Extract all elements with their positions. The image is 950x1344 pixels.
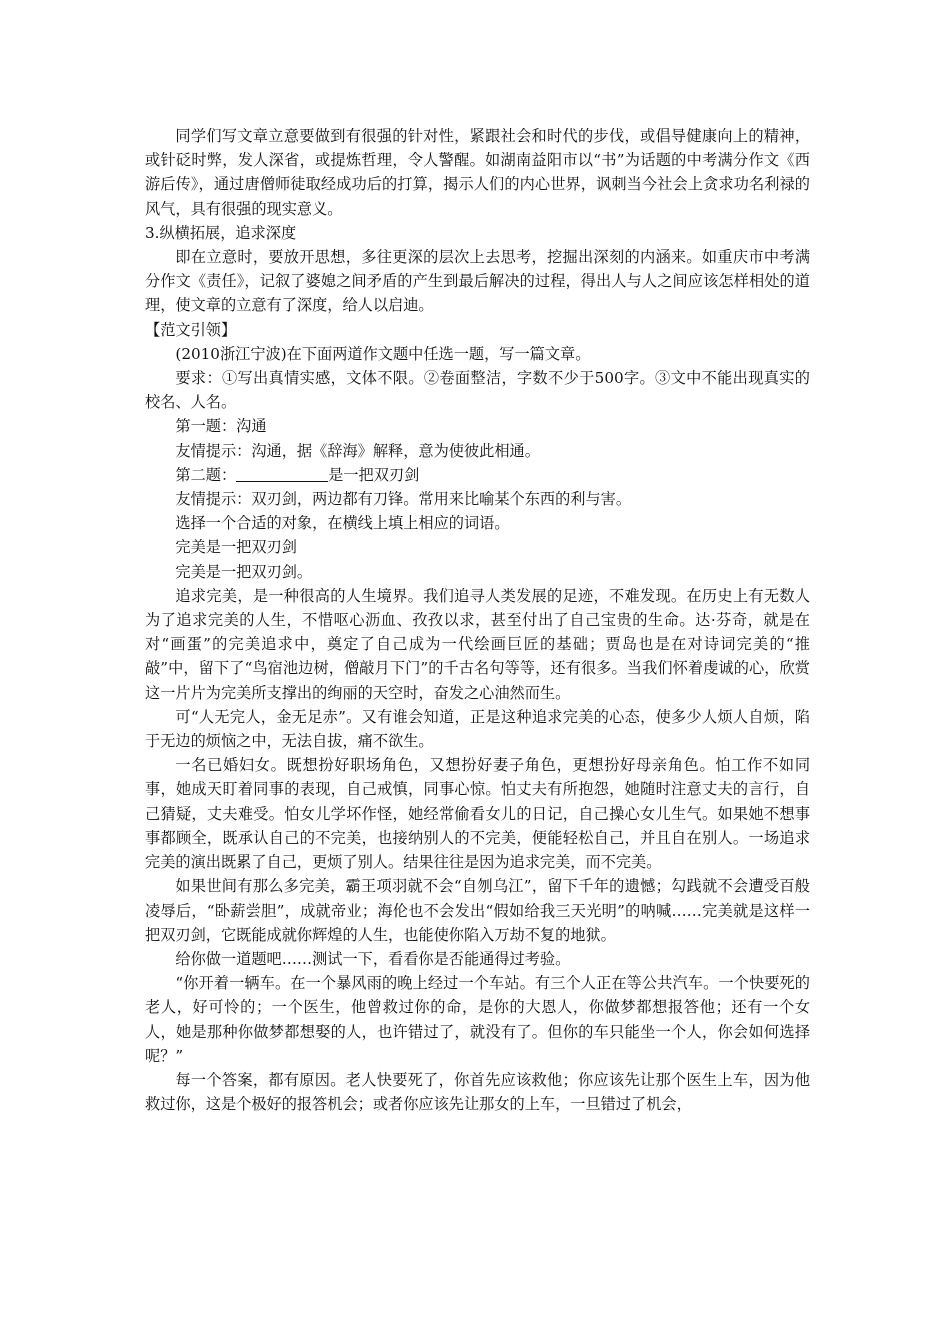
- section-heading-model: 【范文引领】: [145, 320, 237, 339]
- paragraph-instruction: 选择一个合适的对象，在横线上填上相应的词语。: [175, 514, 510, 533]
- essay-paragraph-5: 如果世间有那么多完美，霸王项羽就不会“自刎乌江”，留下千年的遗憾；勾践就不会遭受百般凌辱后，“卧薪尝胆”，成就帝业；海伦也不会发出“假如给我三天光明”的呐喊……完美就是这样一把双刃剑，它既能成就你辉煌的人生，也能使你陷入万劫不复的地狱。: [145, 877, 810, 944]
- essay-paragraph-1: 完美是一把双刃剑。: [175, 562, 313, 581]
- essay-paragraph-3: 可“人无完人，金无足赤”。又有谁会知道，正是这种追求完美的心态，使多少人烦人自烦，陷于无边的烦恼之中，无法自拔，痛不欲生。: [145, 707, 810, 751]
- essay-paragraph-6: 给你做一道题吧……测试一下，看看你是否能通得过考验。: [175, 949, 571, 968]
- paragraph-requirements: 要求：①写出真情实感，文体不限。②卷面整洁，字数不少于500字。③文中不能出现真实的校名、人名。: [145, 369, 810, 412]
- paragraph-hint-2: 友情提示：双刃剑，两边都有刀锋。常用来比喻某个东西的利与害。: [175, 490, 632, 509]
- fill-in-blank-line: [236, 465, 328, 482]
- essay-paragraph-4: 一名已婚妇女。既想扮好职场角色，又想扮好妻子角色，更想扮好母亲角色。怕工作不如同事，她成天盯着同事的表现，自己戒慎，同事心惊。怕丈夫有所抱怨，她随时注意丈夫的言行，自己猜疑，丈夫难受。怕女儿学坏作怪，她经常偷看女儿的日记，自己操心女儿生气。如果她不想事事都顾全，既承认自己的不完美，也接纳别人的不完美，便能轻松自己，并且自在别人。一场追求完美的演出既累了自己，更烦了别人。结果往往是因为追求完美，而不完美。: [145, 756, 810, 872]
- topic-2-text: 是一把双刃剑: [328, 465, 420, 484]
- paragraph-exam-source: (2010浙江宁波)在下面两道作文题中任选一题，写一篇文章。: [175, 344, 591, 363]
- essay-paragraph-2: 追求完美，是一种很高的人生境界。我们追寻人类发展的足迹，不难发现。在历史上有无数人为了追求完美的人生，不惜呕心沥血、孜孜以求，甚至付出了自己宝贵的生命。达·芬奇，就是在对“画蛋”的完美追求中，奠定了自己成为一代绘画巨匠的基础；贾岛也是在对诗词完美的“推敲”中，留下了“鸟宿池边树，僧敲月下门”的千古名句等等，还有很多。当我们怀着虔诚的心，欣赏这一片片为完美所支撑出的绚丽的天空时，奋发之心油然而生。: [145, 586, 810, 702]
- section-heading-3: 3.纵横拓展，追求深度: [145, 223, 297, 242]
- essay-paragraph-8: 每一个答案，都有原因。老人快要死了，你首先应该救他；你应该先让那个医生上车，因为他救过你，这是个极好的报答机会；或者你应该先让那女的上车，一旦错过了机会，: [145, 1070, 810, 1114]
- essay-paragraph-7: “你开着一辆车。在一个暴风雨的晚上经过一个车站。有三个人正在等公共汽车。一个快要死的老人，好可怜的；一个医生，他曾救过你的命，是你的大恩人，你做梦都想报答他；还有一个女人，她是那种你做梦都想娶的人，也许错过了，就没有了。但你的车只能坐一个人，你会如何选择呢？”: [145, 974, 810, 1065]
- essay-title: 完美是一把双刃剑: [175, 538, 297, 557]
- paragraph-topic-1: 第一题：沟通: [175, 417, 267, 436]
- document-body: [145, 124, 810, 1116]
- paragraph-intro: 同学们写文章立意要做到有很强的针对性，紧跟社会和时代的步伐，或倡导健康向上的精神，或针砭时弊，发人深省，或提炼哲理，令人警醒。如湖南益阳市以“书”为话题的中考满分作文《西游后传》，通过唐僧师徒取经成功后的打算，揭示人们的内心世界，讽刺当今社会上贪求功名利禄的风气，具有很强的现实意义。: [145, 127, 810, 218]
- paragraph-topic-2: [145, 463, 810, 487]
- paragraph-depth: 即在立意时，要放开思想，多往更深的层次上去思考，挖掘出深刻的内涵来。如重庆市中考满分作文《责任》，记叙了婆媳之间矛盾的产生到最后解决的过程，得出人与人之间应该怎样相处的道理，使文章的立意有了深度，给人以启迪。: [145, 248, 810, 315]
- paragraph-hint-1: 友情提示：沟通，据《辞海》解释，意为使彼此相通。: [175, 441, 540, 460]
- topic-2-label: 第二题：: [175, 465, 237, 484]
